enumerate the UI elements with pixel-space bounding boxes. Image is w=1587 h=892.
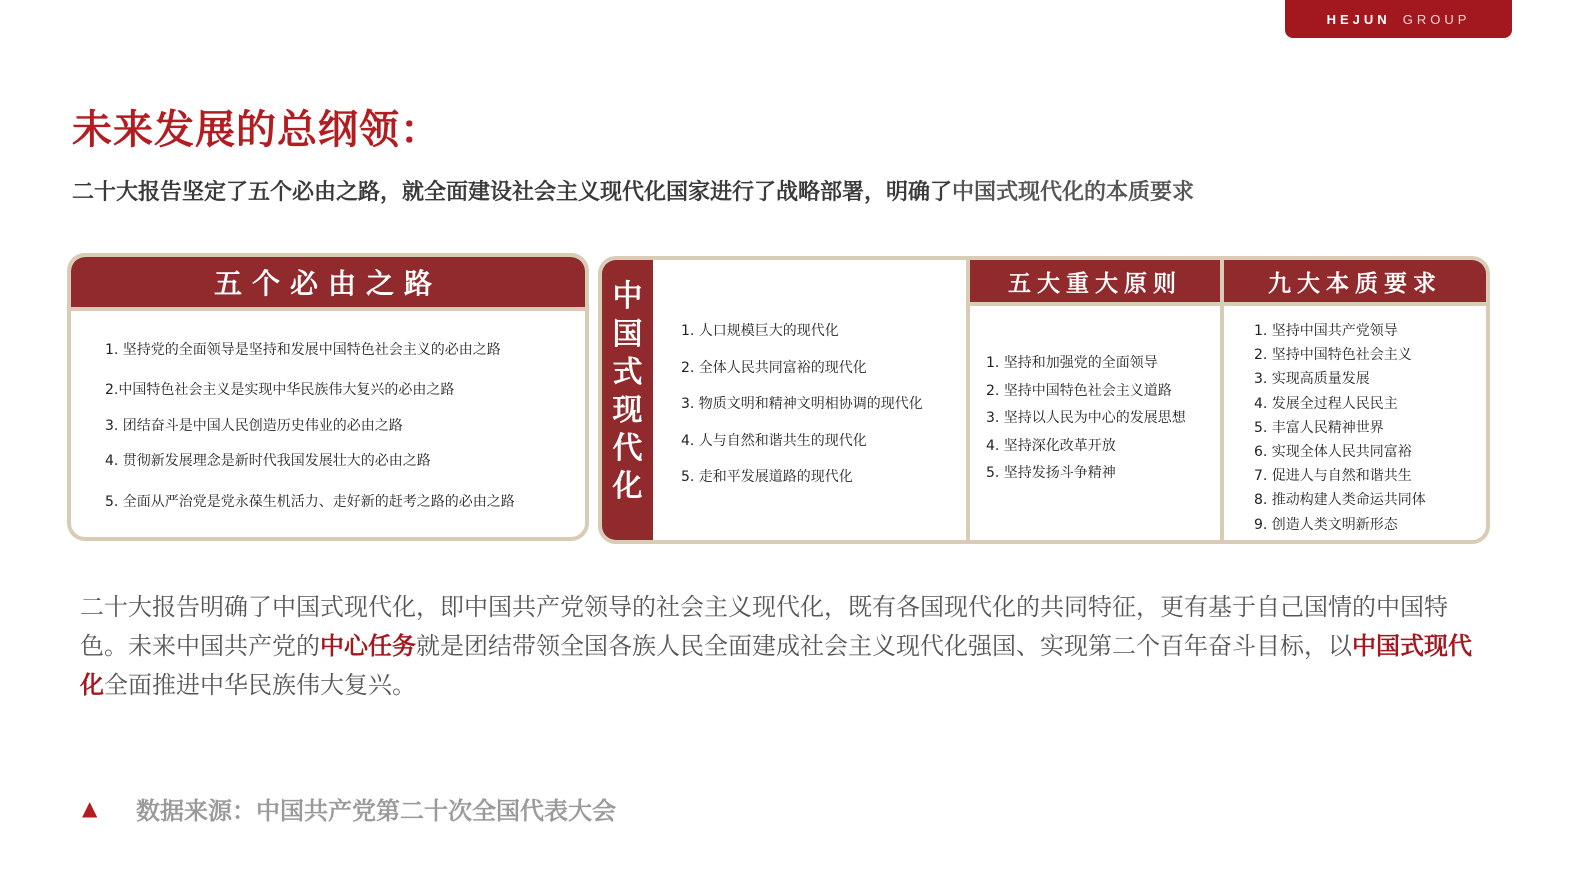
list-item: 4. 贯彻新发展理念是新时代我国发展壮大的必由之路 bbox=[105, 453, 431, 469]
five-principles-heading: 五大重大原则 bbox=[970, 260, 1220, 302]
nine-requirements-column bbox=[1224, 260, 1486, 540]
list-item: 9. 创造人类文明新形态 bbox=[1254, 516, 1398, 533]
five-principles-column bbox=[970, 260, 1220, 540]
list-item: 7. 促进人与自然和谐共生 bbox=[1254, 468, 1412, 485]
list-item: 5. 丰富人民精神世界 bbox=[1254, 419, 1384, 436]
subtitle bbox=[72, 175, 1194, 206]
brand-logo bbox=[1285, 0, 1512, 38]
heading-char: 中 bbox=[612, 279, 643, 314]
modernization-vertical-heading bbox=[602, 260, 653, 540]
heading-char: 代 bbox=[612, 431, 643, 466]
list-item: 2. 坚持中国特色社会主义 bbox=[1254, 347, 1412, 364]
heading-char: 国 bbox=[612, 317, 643, 352]
nine-requirements-heading: 九大本质要求 bbox=[1224, 260, 1486, 302]
summary-paragraph bbox=[80, 588, 1490, 705]
list-item: 6. 实现全体人民共同富裕 bbox=[1254, 443, 1412, 460]
heading-char: 现 bbox=[612, 393, 643, 428]
brand-word-group: GROUP bbox=[1402, 11, 1471, 27]
list-item: 4. 发展全过程人民民主 bbox=[1254, 395, 1398, 412]
list-item: 2. 坚持中国特色社会主义道路 bbox=[986, 382, 1172, 399]
summary-text: 全面推进中华民族伟大复兴。 bbox=[104, 671, 416, 699]
summary-text: 二十大报告明确了中国式现代化，即中国共产党领导的社会主义现代化，既有各国现代化的共同特征，更有基于自己国情的中国特色。未来中国共产党的 bbox=[80, 593, 1448, 660]
heading-char: 化 bbox=[612, 469, 643, 504]
list-item: 5. 全面从严治党是党永葆生机活力、走好新的赶考之路的必由之路 bbox=[105, 494, 515, 510]
list-item: 2.中国特色社会主义是实现中华民族伟大复兴的必由之路 bbox=[105, 382, 455, 398]
nine-requirements-list bbox=[1254, 320, 1426, 538]
five-roads-list bbox=[105, 339, 575, 511]
divider bbox=[71, 307, 585, 311]
data-source: 数据来源：中国共产党第二十次全国代表大会 bbox=[136, 797, 616, 825]
subtitle-highlight: 中国式现代化的本质要求 bbox=[952, 180, 1195, 205]
brand-word-hejun: HEJUN bbox=[1326, 11, 1391, 27]
five-roads-heading: 五个必由之路 bbox=[71, 257, 585, 307]
list-item: 3. 团结奋斗是中国人民创造历史伟业的必由之路 bbox=[105, 418, 403, 434]
divider bbox=[1224, 302, 1486, 306]
list-item: 2. 全体人民共同富裕的现代化 bbox=[681, 359, 867, 376]
list-item: 4. 人与自然和谐共生的现代化 bbox=[681, 432, 867, 449]
subtitle-lead: 二十大报告坚定了五个必由之路，就全面建设社会主义现代化国家进行了战略部署，明确了 bbox=[72, 180, 953, 205]
list-item: 1. 人口规模巨大的现代化 bbox=[681, 323, 839, 339]
triangle-icon: ▲ bbox=[82, 796, 98, 820]
list-item: 3. 坚持以人民为中心的发展思想 bbox=[986, 410, 1186, 426]
heading-char: 式 bbox=[612, 355, 643, 390]
summary-text: 就是团结带领全国各族人民全面建成社会主义现代化强国、实现第二个百年奋斗目标，以 bbox=[416, 632, 1352, 660]
list-item: 1. 坚持党的全面领导是坚持和发展中国特色社会主义的必由之路 bbox=[105, 342, 501, 358]
list-item: 1. 坚持和加强党的全面领导 bbox=[986, 355, 1158, 371]
list-item: 8. 推动构建人类命运共同体 bbox=[1254, 492, 1426, 509]
modernization-panel bbox=[598, 256, 1490, 544]
modernization-features-list bbox=[681, 320, 923, 503]
summary-emphasis: 中国式现代化 bbox=[80, 632, 1472, 699]
list-item: 5. 坚持发扬斗争精神 bbox=[986, 465, 1116, 481]
list-item: 5. 走和平发展道路的现代化 bbox=[681, 469, 853, 485]
summary-emphasis: 中心任务 bbox=[320, 632, 416, 660]
list-item: 1. 坚持中国共产党领导 bbox=[1254, 323, 1398, 339]
list-item: 4. 坚持深化改革开放 bbox=[986, 437, 1116, 454]
modernization-features-column bbox=[653, 260, 966, 540]
list-item: 3. 物质文明和精神文明相协调的现代化 bbox=[681, 396, 923, 412]
divider bbox=[970, 302, 1220, 306]
five-roads-panel bbox=[67, 253, 589, 541]
five-principles-list bbox=[986, 352, 1186, 490]
page-title: 未来发展的总纲领： bbox=[72, 107, 441, 153]
list-item: 3. 实现高质量发展 bbox=[1254, 371, 1370, 388]
